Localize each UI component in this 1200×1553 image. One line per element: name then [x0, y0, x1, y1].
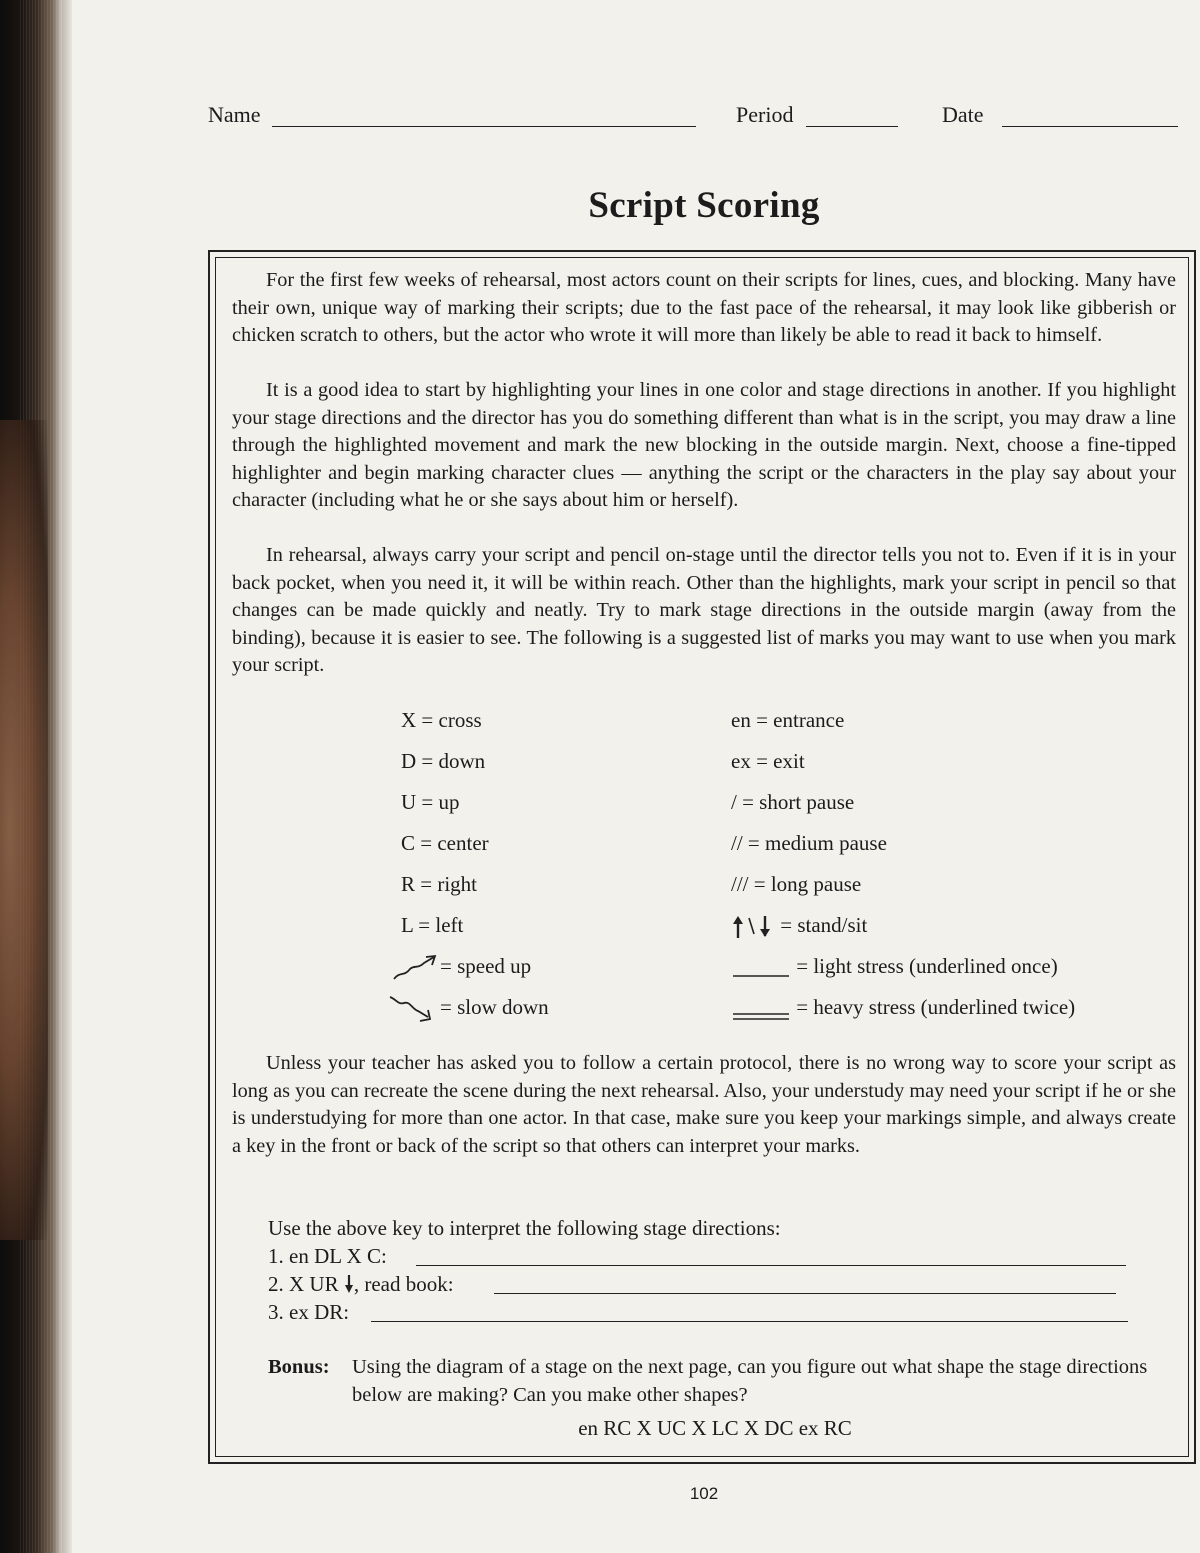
key-cross: X = cross — [401, 708, 482, 732]
name-label: Name — [208, 102, 261, 127]
slow-down-arrow-icon — [388, 993, 440, 1025]
date-label: Date — [942, 102, 984, 127]
exercise-intro: Use the above key to interpret the following stage directions: — [268, 1216, 781, 1240]
exercise-item-2-prefix: 2. X UR — [268, 1272, 339, 1296]
exercise-item-2 — [268, 1271, 454, 1298]
page-number: 102 — [689, 1484, 719, 1503]
bonus-text: Using the diagram of a stage on the next page, can you figure out what shape the stage directions below are making? Can you make other shapes? — [352, 1356, 1148, 1406]
key-speed-up-label: = speed up — [440, 954, 532, 978]
exercise-answer-3[interactable] — [371, 1321, 1128, 1322]
key-up: U = up — [401, 790, 460, 814]
key-speed-up — [392, 952, 531, 980]
key-medium-pause: // = medium pause — [731, 831, 887, 855]
stand-sit-arrows-icon — [731, 914, 775, 940]
key-slow-down — [388, 993, 549, 1021]
name-field[interactable] — [272, 126, 696, 127]
key-left: L = left — [401, 913, 464, 937]
page-title: Script Scoring — [588, 185, 820, 226]
bonus-sequence: en RC X UC X LC X DC ex RC — [578, 1416, 852, 1440]
paragraph-intro: For the first few weeks of rehearsal, most actors count on their scripts for lines, cues, and blocking. Many have their own, unique way of marking their scripts; due to the fast pace of the rehearsal, it may look like gibberish or chicken scratch to others, but the actor who wrote it will more than likely be able to read it back to himself. — [232, 269, 1176, 346]
exercise-answer-2[interactable] — [494, 1293, 1116, 1294]
exercise-answer-1[interactable] — [416, 1265, 1126, 1266]
period-field[interactable] — [806, 126, 898, 127]
sit-arrow-icon — [344, 1274, 354, 1294]
exercise-item-1: 1. en DL X C: — [268, 1244, 387, 1268]
key-exit: ex = exit — [731, 749, 805, 773]
paragraph-highlighting: It is a good idea to start by highlighting your lines in one color and stage directions in another. If you highlight your stage directions and the director has you do something different than what is in the script, you may draw a line through the highlighted movement and mark the new blocking in the outside margin. Next, choose a fine-tipped highlighter and begin marking character clues — anything the script or the characters in the play say about your character (including what he or she says about him or herself). — [232, 379, 1176, 511]
key-center: C = center — [401, 831, 489, 855]
scanner-hand-shadow — [0, 420, 48, 1240]
key-down: D = down — [401, 749, 486, 773]
page-edge — [62, 0, 72, 1553]
period-label: Period — [736, 102, 794, 127]
key-entrance: en = entrance — [731, 708, 845, 732]
key-short-pause: / = short pause — [731, 790, 855, 814]
exercise-item-2-suffix: , read book: — [353, 1272, 454, 1296]
key-light-stress-label: = light stress (underlined once) — [796, 954, 1058, 978]
key-light-stress — [731, 952, 1058, 980]
worksheet-header — [208, 102, 1188, 132]
double-underline-icon — [731, 997, 791, 1021]
key-slow-down-label: = slow down — [440, 995, 549, 1019]
paragraph-protocol: Unless your teacher has asked you to follow a certain protocol, there is no wrong way to score your script as long as you can recreate the scene during the next rehearsal. Also, your understudy may need your script if he or she is understudying for more than one actor. In that case, make sure you keep your markings simple, and always create a key in the front or back of the script so that others can interpret your marks. — [232, 1052, 1176, 1157]
exercise-item-3: 3. ex DR: — [268, 1300, 350, 1324]
key-long-pause: /// = long pause — [731, 872, 862, 896]
key-right: R = right — [401, 872, 478, 896]
key-heavy-stress-label: = heavy stress (underlined twice) — [796, 995, 1076, 1019]
speed-up-arrow-icon — [392, 953, 440, 983]
key-stand-sit — [731, 911, 867, 939]
bonus-label: Bonus: — [268, 1356, 330, 1378]
key-stand-sit-label: = stand/sit — [780, 913, 868, 937]
single-underline-icon — [731, 956, 791, 980]
date-field[interactable] — [1002, 126, 1178, 127]
key-heavy-stress — [731, 993, 1075, 1021]
paragraph-rehearsal: In rehearsal, always carry your script and pencil on-stage until the director tells you not to. Even if it is in your back pocket, when you need it, it will be within reach. Other than the highlights, mark your script in pencil so that changes can be made quickly and neatly. Try to mark stage directions in the outside margin (away from the binding), because it is easier to see. The following is a suggested list of marks you may want to use when you mark your script. — [232, 544, 1176, 676]
